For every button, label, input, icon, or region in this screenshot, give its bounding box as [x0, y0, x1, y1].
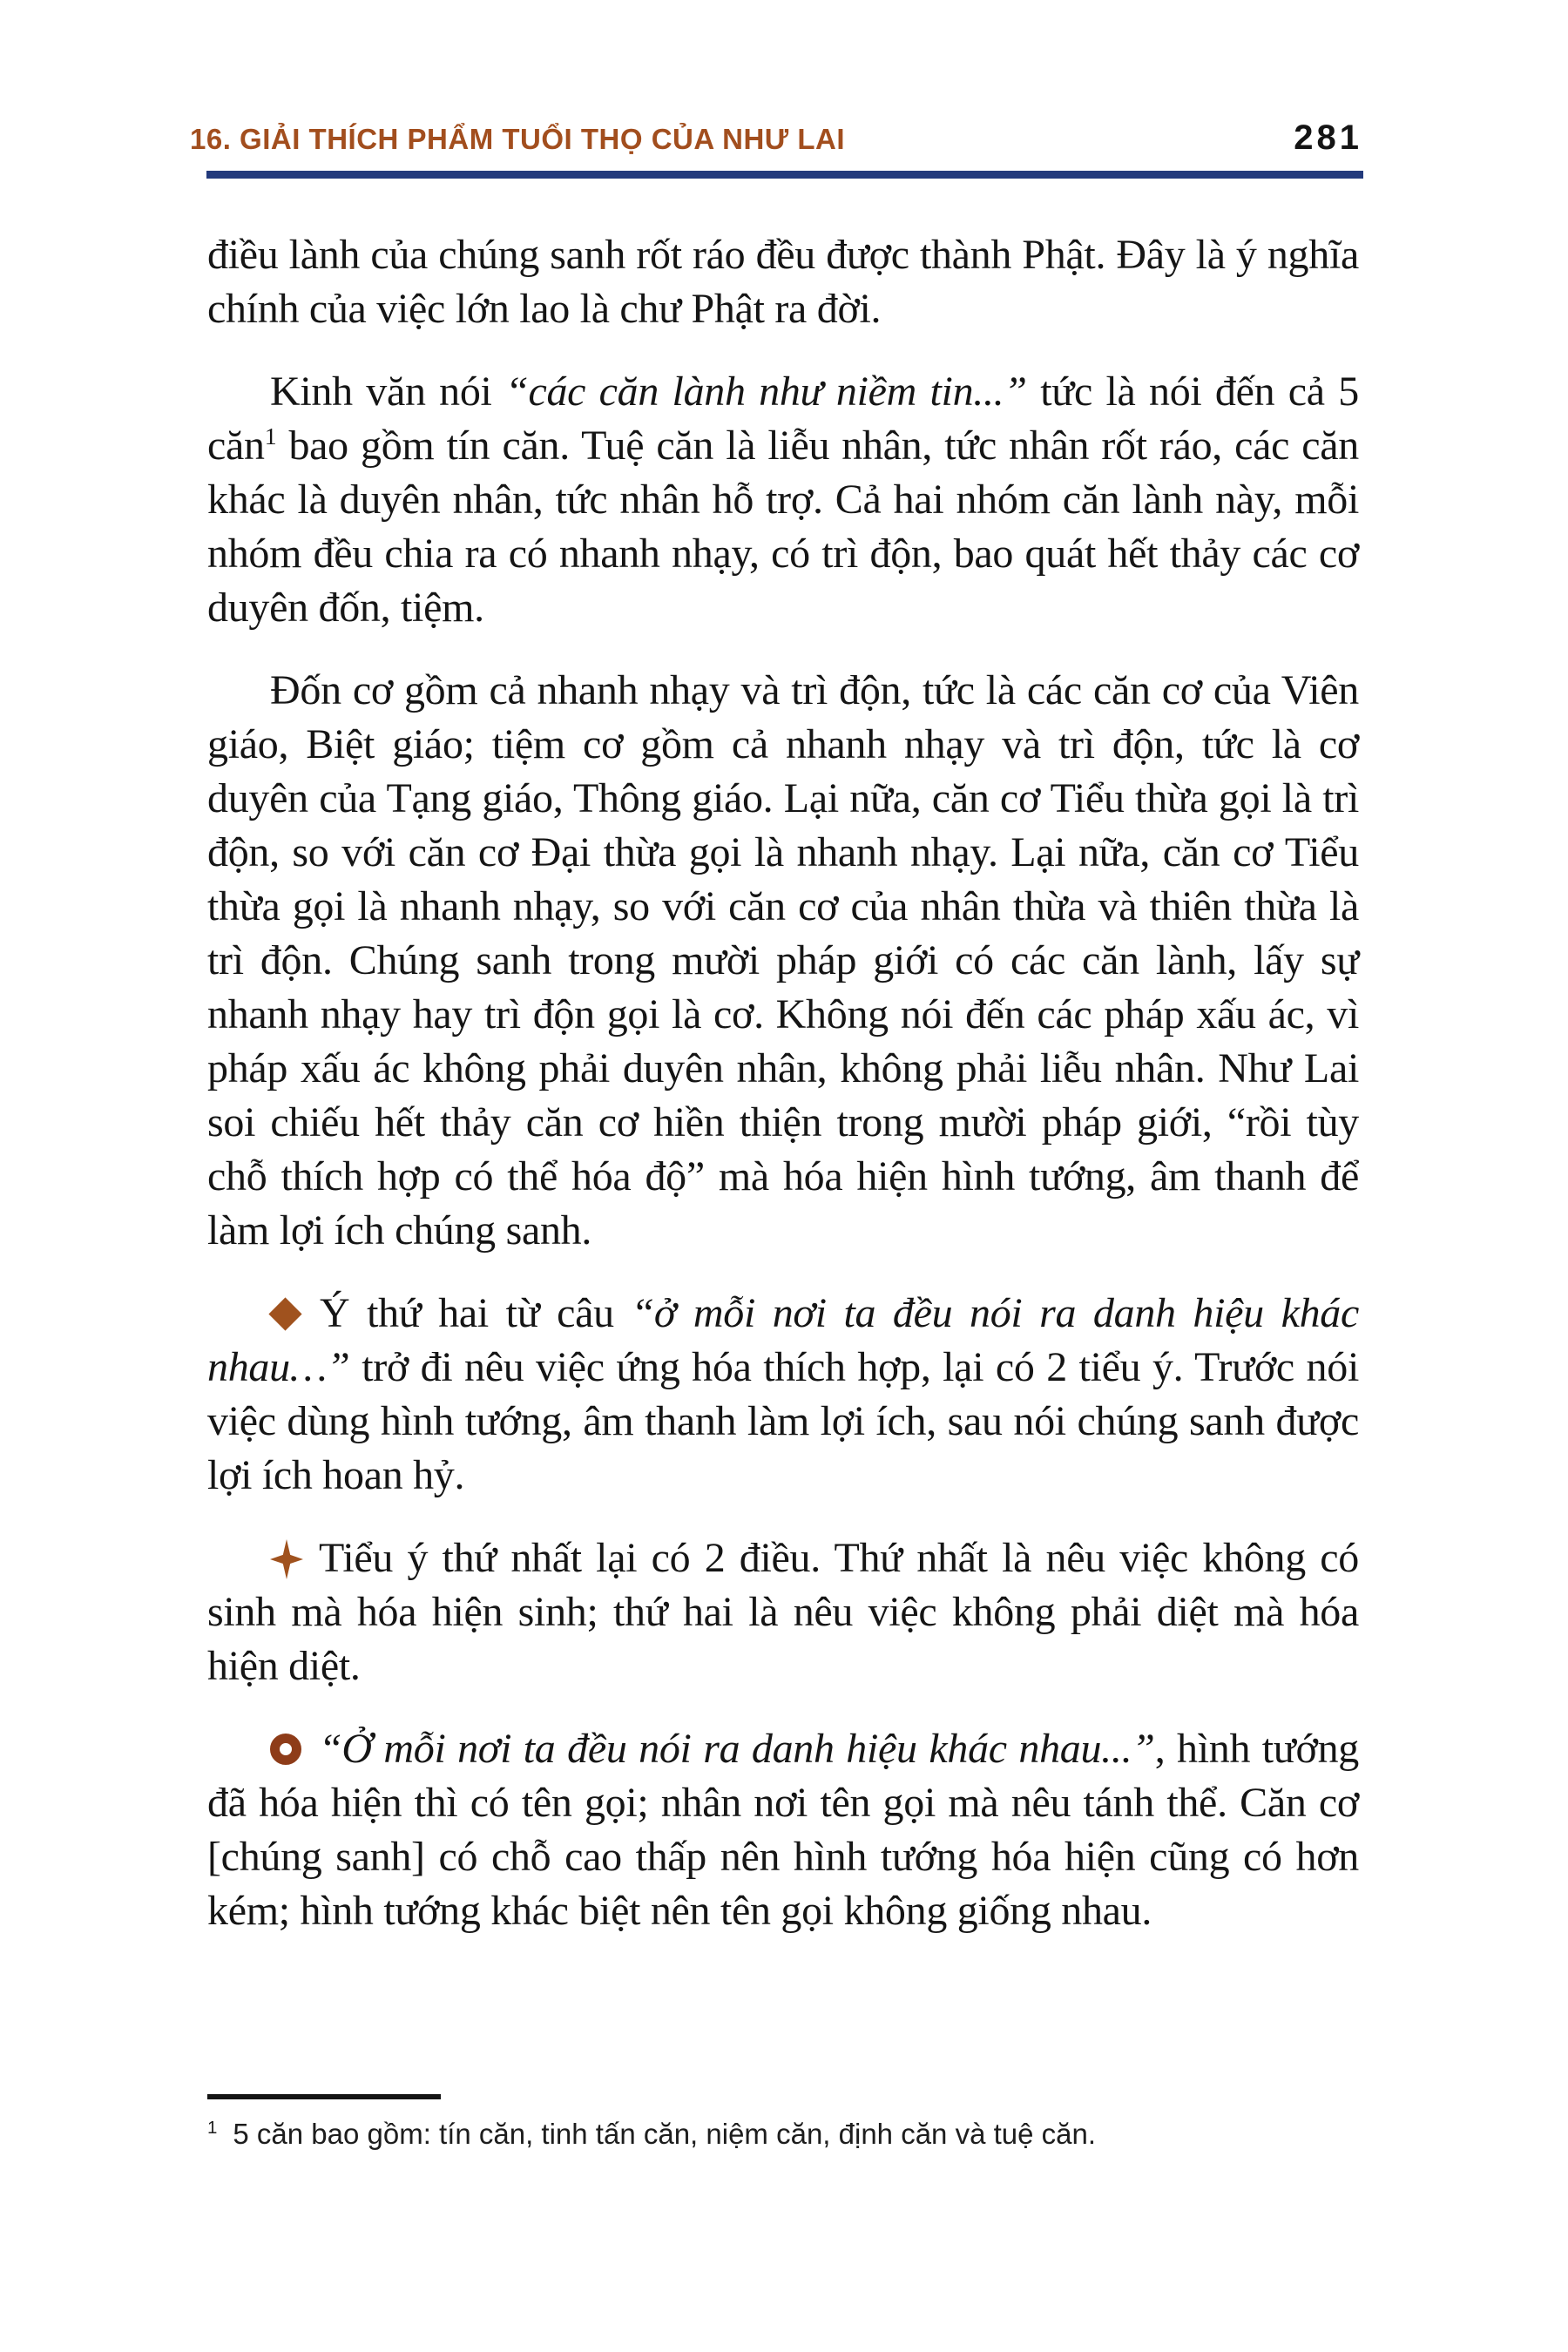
diamond-bullet-icon	[268, 1298, 301, 1331]
footnote-marker: 1	[207, 2118, 218, 2138]
ring-bullet-icon	[270, 1734, 301, 1765]
footnote-text: 5 căn bao gồm: tín căn, tinh tấn căn, niệm căn, định căn và tuệ căn.	[233, 2118, 1097, 2150]
body-text: bao gồm tín căn. Tuệ căn là liễu nhân, tức nhân rốt ráo, các căn khác là duyên nhân, tức nhân hỗ trợ. Cả hai nhóm căn lành này, mỗi nhóm đều chia ra có nhanh nhạy, có trì độn, bao quát hết thảy các cơ duyên đốn, tiệm.	[207, 422, 1359, 631]
paragraph	[207, 664, 1359, 1258]
body-text: điều lành của chúng sanh rốt ráo đều được thành Phật. Đây là ý nghĩa chính của việc lớn lao là chư Phật ra đời.	[207, 232, 1359, 332]
body-text-column	[207, 228, 1359, 1967]
footnote-reference: 1	[264, 423, 277, 450]
body-text: tức là nói đến cả 5 căn	[207, 368, 1359, 469]
header-divider-rule	[206, 171, 1363, 179]
quoted-scripture-text: “Ở mỗi nơi ta đều nói ra danh hiệu khác nhau...”	[319, 1726, 1155, 1772]
paragraph	[207, 365, 1359, 635]
paragraph	[207, 228, 1359, 336]
paragraph	[207, 1287, 1359, 1503]
body-text: trở đi nêu việc ứng hóa thích hợp, lại có 2 tiểu ý. Trước nói việc dùng hình tướng, âm thanh làm lợi ích, sau nói chúng sanh được lợi ích hoan hỷ.	[207, 1344, 1359, 1498]
footnote	[207, 2115, 1359, 2153]
page-number: 281	[1294, 118, 1362, 157]
body-text: Ý thứ hai từ câu	[320, 1290, 632, 1336]
star4-bullet-icon	[270, 1539, 303, 1579]
quoted-scripture-text: “ở mỗi nơi ta đều nói ra danh hiệu khác nhau…”	[207, 1290, 1359, 1390]
body-text: Tiểu ý thứ nhất lại có 2 điều. Thứ nhất là nêu việc không có sinh mà hóa hiện sinh; thứ hai là nêu việc không phải diệt mà hóa hiện diệt.	[207, 1535, 1359, 1689]
quoted-scripture-text: “các căn lành như niềm tin...”	[505, 368, 1027, 415]
paragraph	[207, 1722, 1359, 1938]
body-text: Kinh văn nói	[270, 368, 506, 415]
body-text: , hình tướng đã hóa hiện thì có tên gọi; nhân nơi tên gọi mà nêu tánh thể. Căn cơ [chúng sanh] có chỗ cao thấp nên hình tướng hóa hiện cũng có hơn kém; hình tướng khác biệt nên tên gọi không giống nhau.	[207, 1726, 1359, 1934]
paragraph	[207, 1531, 1359, 1693]
body-text: Đốn cơ gồm cả nhanh nhạy và trì độn, tức là các căn cơ của Viên giáo, Biệt giáo; tiệm cơ gồm cả nhanh nhạy và trì độn, tức là cơ duyên của Tạng giáo, Thông giáo. Lại nữa, căn cơ Tiểu thừa gọi là trì độn, so với căn cơ Đại thừa gọi là nhanh nhạy. Lại nữa, căn cơ Tiểu thừa gọi là nhanh nhạy, so với căn cơ của nhân thừa và thiên thừa là trì độn. Chúng sanh trong mười pháp giới có các căn lành, lấy sự nhanh nhạy hay trì độn gọi là cơ. Không nói đến các pháp xấu ác, vì pháp xấu ác không phải duyên nhân, không phải liễu nhân. Như Lai soi chiếu hết thảy căn cơ hiền thiện trong mười pháp giới, “rồi tùy chỗ thích hợp có thể hóa độ” mà hóa hiện hình tướng, âm thanh để làm lợi ích chúng sanh.	[207, 667, 1359, 1254]
footnote-divider-rule	[207, 2094, 441, 2099]
chapter-header-title: 16. GIẢI THÍCH PHẨM TUỔI THỌ CỦA NHƯ LAI	[190, 123, 845, 156]
running-header	[190, 118, 1362, 157]
